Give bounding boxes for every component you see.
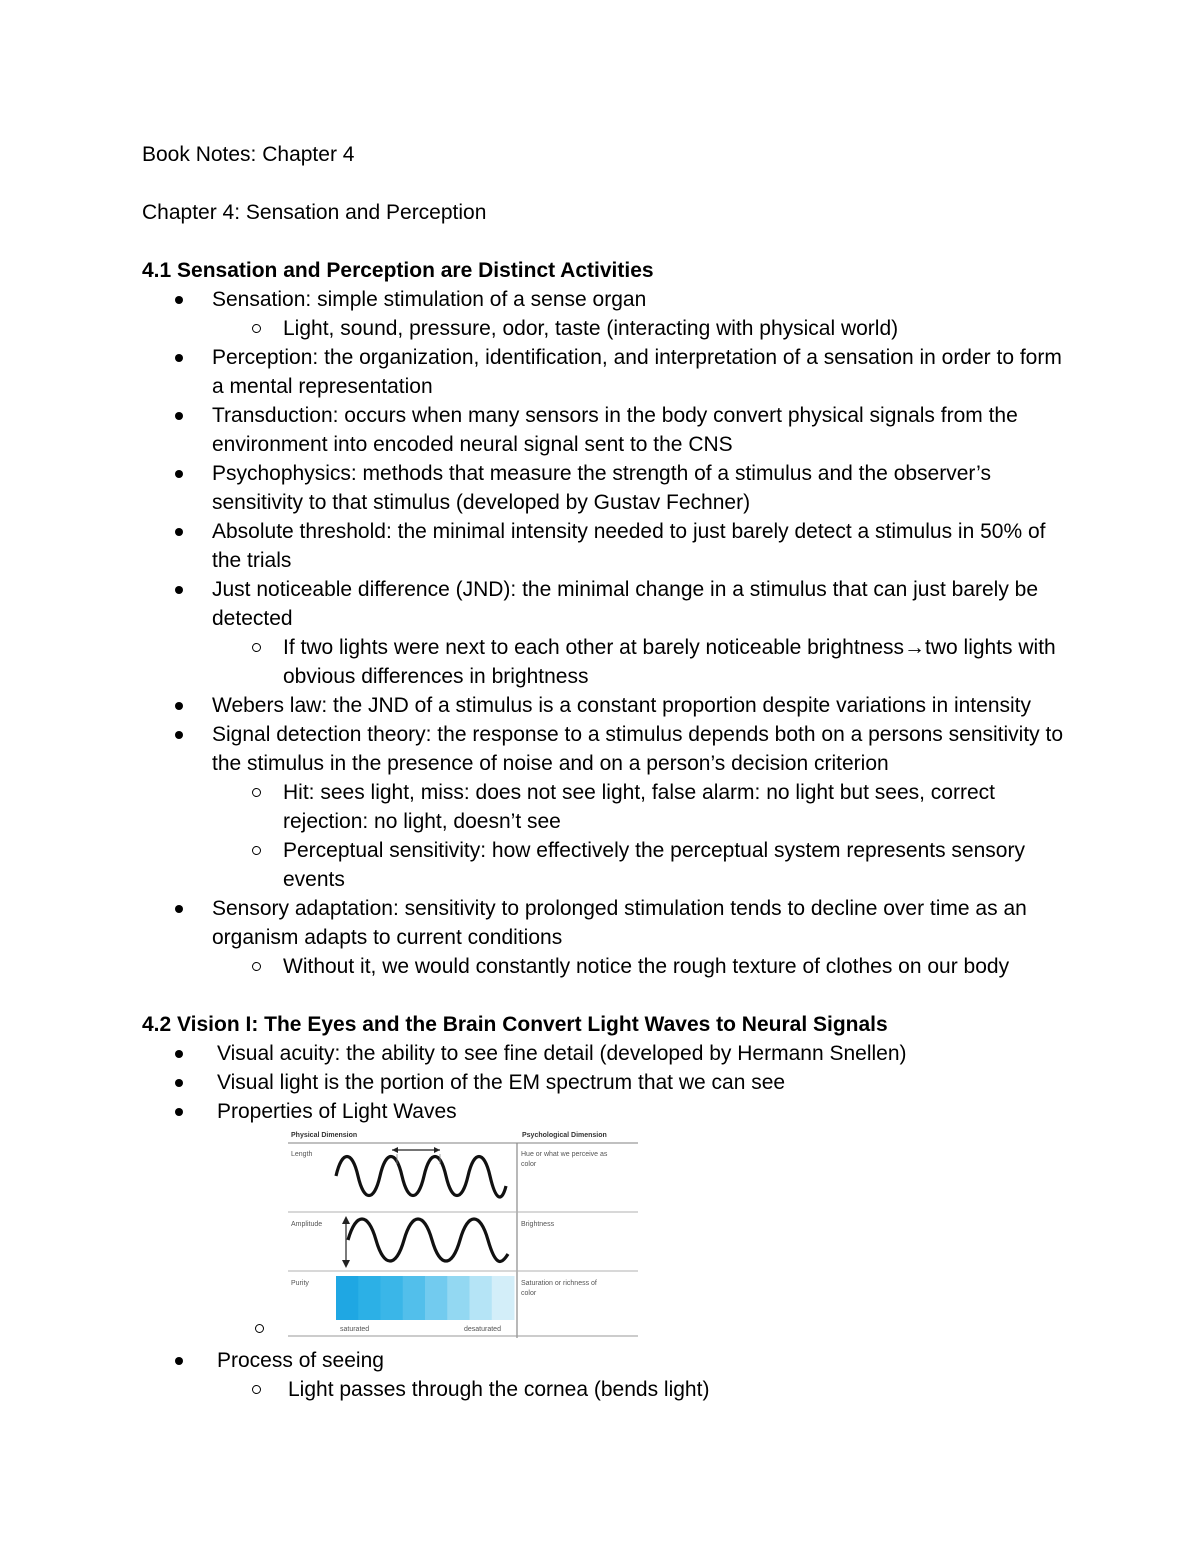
circle-bullet-icon — [252, 962, 261, 971]
sub-list-item: If two lights were next to each other at barely noticeable brightness→two lights with obvious differences in brightness — [142, 633, 1072, 691]
list-item: Just noticeable difference (JND): the minimal change in a stimulus that can just barely be detected — [142, 575, 1072, 633]
fig-label-saturated: saturated — [340, 1326, 370, 1333]
purity-swatch — [358, 1276, 381, 1320]
fig-row-label-amplitude: Amplitude — [291, 1221, 323, 1228]
bullet-icon — [175, 1079, 183, 1087]
bullet-icon — [175, 528, 183, 536]
circle-bullet-icon — [252, 1385, 261, 1394]
list-item: Webers law: the JND of a stimulus is a constant proportion despite variations in intensity — [142, 691, 1072, 720]
section-heading-4-1: 4.1 Sensation and Perception are Distinct Activities — [142, 259, 654, 282]
bullet-icon — [175, 1357, 183, 1365]
circle-bullet-icon — [252, 324, 261, 333]
list-item: Visual light is the portion of the EM spectrum that we can see — [142, 1068, 1072, 1097]
purity-swatch — [425, 1276, 448, 1320]
bullet-icon — [175, 1108, 183, 1116]
amplitude-arrow-head-bottom — [342, 1260, 350, 1268]
bullet-icon — [175, 412, 183, 420]
bullet-icon — [175, 296, 183, 304]
purity-swatches — [336, 1276, 515, 1320]
sub-list-item: Without it, we would constantly notice the rough texture of clothes on our body — [142, 952, 1072, 981]
list-item: Transduction: occurs when many sensors in the body convert physical signals from the environment into encoded neural signal sent to the CNS — [142, 401, 1072, 459]
bullet-icon — [175, 470, 183, 478]
circle-bullet-icon — [252, 643, 261, 652]
purity-swatch — [447, 1276, 470, 1320]
length-wave — [336, 1157, 506, 1197]
doc-title: Book Notes: Chapter 4 — [142, 143, 355, 166]
section-4-1-list — [142, 285, 1072, 981]
list-item: Process of seeing — [142, 1346, 1072, 1375]
chapter-title: Chapter 4: Sensation and Perception — [142, 201, 487, 224]
light-wave-diagram — [288, 1128, 638, 1338]
circle-bullet-icon — [255, 1324, 264, 1333]
fig-desc-purity-1: Saturation or richness of — [521, 1280, 597, 1287]
bullet-icon — [175, 354, 183, 362]
amplitude-wave — [348, 1219, 508, 1262]
fig-header-left: Physical Dimension — [291, 1132, 358, 1139]
bullet-icon — [175, 905, 183, 913]
purity-swatch — [381, 1276, 404, 1320]
fig-header-right: Psychological Dimension — [522, 1132, 607, 1139]
bullet-icon — [175, 702, 183, 710]
wavelength-arrow-head-left — [392, 1147, 398, 1153]
bullet-icon — [175, 731, 183, 739]
fig-desc-amplitude: Brightness — [521, 1221, 555, 1228]
fig-label-desaturated: desaturated — [464, 1326, 501, 1333]
fig-desc-purity-2: color — [521, 1290, 537, 1297]
purity-swatch — [336, 1276, 359, 1320]
fig-row-label-length: Length — [291, 1151, 313, 1158]
wavelength-arrow-head-right — [434, 1147, 440, 1153]
bullet-icon — [175, 1050, 183, 1058]
list-item: Absolute threshold: the minimal intensity needed to just barely detect a stimulus in 50% of the trials — [142, 517, 1072, 575]
light-wave-properties-figure — [288, 1128, 638, 1338]
bullet-icon — [175, 586, 183, 594]
circle-bullet-icon — [252, 788, 261, 797]
list-item: Properties of Light Waves — [142, 1097, 1072, 1126]
sub-list-item: Light, sound, pressure, odor, taste (interacting with physical world) — [142, 314, 1072, 343]
fig-desc-length-1: Hue or what we perceive as — [521, 1151, 608, 1158]
circle-bullet-icon — [252, 846, 261, 855]
sub-list-item: Perceptual sensitivity: how effectively the perceptual system represents sensory events — [142, 836, 1072, 894]
purity-swatch — [492, 1276, 515, 1320]
section-heading-4-2: 4.2 Vision I: The Eyes and the Brain Convert Light Waves to Neural Signals — [142, 1013, 888, 1036]
purity-swatch — [470, 1276, 493, 1320]
list-item: Psychophysics: methods that measure the strength of a stimulus and the observer’s sensitivity to that stimulus (developed by Gustav Fechner) — [142, 459, 1072, 517]
fig-desc-length-2: color — [521, 1161, 537, 1168]
figure-list-item — [142, 1128, 1072, 1346]
document-body — [142, 140, 1072, 1404]
purity-swatch — [403, 1276, 426, 1320]
list-item: Sensation: simple stimulation of a sense organ — [142, 285, 1072, 314]
sub-list-item: Light passes through the cornea (bends light) — [142, 1375, 1072, 1404]
list-item: Visual acuity: the ability to see fine detail (developed by Hermann Snellen) — [142, 1039, 1072, 1068]
sub-list-item: Hit: sees light, miss: does not see light, false alarm: no light but sees, correct rejection: no light, doesn’t see — [142, 778, 1072, 836]
list-item: Signal detection theory: the response to a stimulus depends both on a persons sensitivity to the stimulus in the presence of noise and on a person’s decision criterion — [142, 720, 1072, 778]
section-4-2-list — [142, 1039, 1072, 1126]
amplitude-arrow-head-top — [342, 1216, 350, 1224]
list-item: Perception: the organization, identification, and interpretation of a sensation in order to form a mental representation — [142, 343, 1072, 401]
section-4-2 — [142, 1010, 1072, 1404]
section-4-2-list-continued — [142, 1346, 1072, 1404]
fig-row-label-purity: Purity — [291, 1280, 309, 1287]
list-item: Sensory adaptation: sensitivity to prolonged stimulation tends to decline over time as an organism adapts to current conditions — [142, 894, 1072, 952]
